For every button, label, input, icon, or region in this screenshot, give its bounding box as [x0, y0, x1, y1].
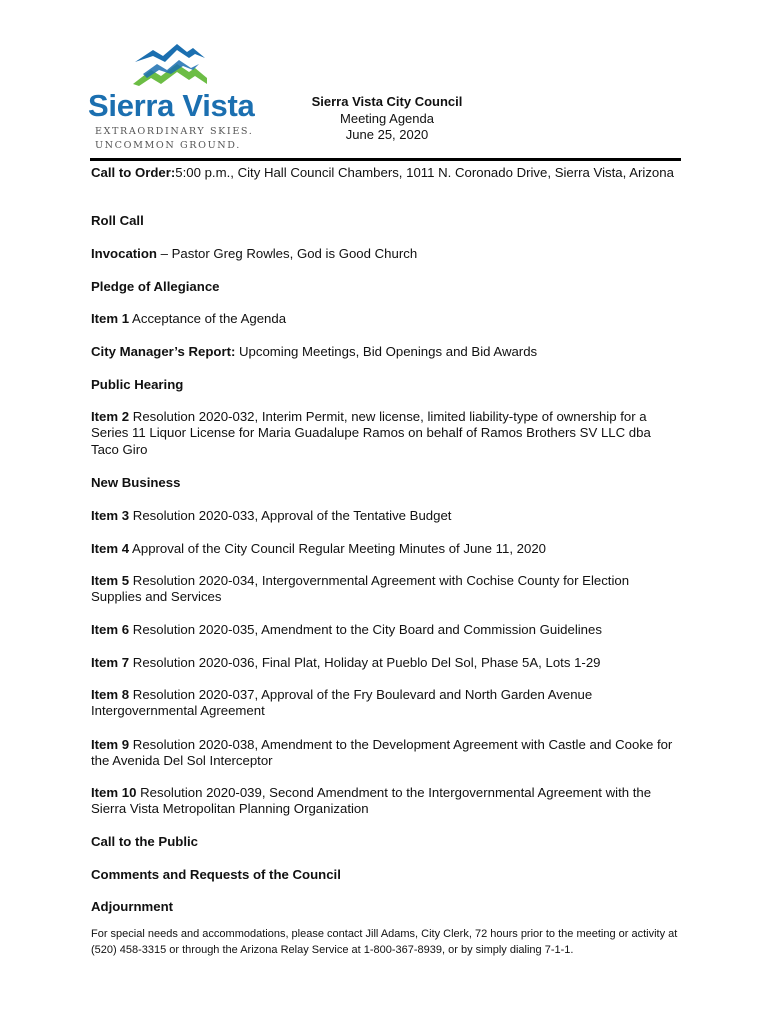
item-8-text: Resolution 2020-037, Approval of the Fry Boulevard and North Garden Avenue Intergovernmental Agreement: [91, 687, 593, 719]
item-4-text: Approval of the City Council Regular Meeting Minutes of June 11, 2020: [129, 541, 546, 556]
agenda-item-4: [91, 541, 681, 557]
document-header: [262, 94, 512, 144]
call-to-order-label: Call to Order:: [91, 165, 176, 180]
item-10-text: Resolution 2020-039, Second Amendment to the Intergovernmental Agreement with the Sierra Vista Metropolitan Planning Organization: [91, 785, 652, 817]
item-7-label: Item 7: [91, 655, 130, 670]
item-9-text: Resolution 2020-038, Amendment to the Development Agreement with Castle and Cooke for the Avenida Del Sol Interceptor: [91, 737, 673, 769]
public-hearing-label: Public Hearing: [91, 377, 184, 392]
document-date: June 25, 2020: [345, 127, 429, 142]
city-manager-label: City Manager’s Report:: [91, 344, 236, 359]
logo-name: Sierra Vista: [88, 88, 255, 123]
agenda-item-1: [91, 311, 681, 327]
invocation-label: Invocation: [91, 246, 157, 261]
agenda-item-3: [91, 508, 681, 524]
item-1-text: Acceptance of the Agenda: [129, 311, 287, 326]
invocation: [91, 246, 681, 262]
accessibility-notice: For special needs and accommodations, please contact Jill Adams, City Clerk, 72 hours prior to the meeting or activity at (520) 458-3315 or through the Arizona Relay Service at 1-800-367-8939, or by simply dialing 7-1-1.: [91, 928, 678, 956]
invocation-text: – Pastor Greg Rowles, God is Good Church: [156, 246, 418, 261]
pledge-label: Pledge of Allegiance: [91, 279, 220, 294]
agenda-item-9: [91, 737, 681, 770]
item-3-text: Resolution 2020-033, Approval of the Tentative Budget: [129, 508, 452, 523]
item-1-label: Item 1: [91, 311, 130, 326]
call-to-order-text: 5:00 p.m., City Hall Council Chambers, 1011 N. Coronado Drive, Sierra Vista, Arizona: [175, 165, 674, 180]
item-3-label: Item 3: [91, 508, 130, 523]
item-2-label: Item 2: [91, 409, 130, 424]
agenda-item-2: [91, 409, 681, 458]
pledge-of-allegiance: [91, 279, 681, 295]
item-6-text: Resolution 2020-035, Amendment to the City Board and Commission Guidelines: [129, 622, 602, 637]
call-to-order: [91, 165, 681, 181]
public-hearing: [91, 377, 681, 393]
agenda-item-7: [91, 655, 681, 671]
item-8-label: Item 8: [91, 687, 130, 702]
call-to-public-label: Call to the Public: [91, 834, 198, 849]
new-business: [91, 475, 681, 491]
document-title: Sierra Vista City Council: [311, 94, 463, 109]
adjournment: [91, 899, 681, 915]
new-business-label: New Business: [91, 475, 181, 490]
agenda-item-6: [91, 622, 681, 638]
logo-tagline-line1: EXTRAORDINARY SKIES.: [95, 126, 254, 137]
agenda-item-8: [91, 687, 681, 720]
item-7-text: Resolution 2020-036, Final Plat, Holiday at Pueblo Del Sol, Phase 5A, Lots 1-29: [129, 655, 601, 670]
logo-tagline-line2: UNCOMMON GROUND.: [95, 140, 241, 151]
item-6-label: Item 6: [91, 622, 130, 637]
document-subtitle: Meeting Agenda: [340, 110, 434, 126]
item-2-text: Resolution 2020-032, Interim Permit, new license, limited liability-type of ownership for a Series 11 Liquor License for Maria Guadalupe Ramos on behalf of Ramos Brothers SV LLC dba Taco Giro: [91, 409, 651, 457]
call-to-the-public: [91, 834, 681, 850]
header-divider: [90, 158, 681, 161]
city-managers-report: [91, 344, 681, 360]
mountain-logo-icon: [133, 38, 207, 90]
city-manager-text: Upcoming Meetings, Bid Openings and Bid Awards: [235, 344, 538, 359]
adjournment-label: Adjournment: [91, 899, 174, 914]
roll-call-label: Roll Call: [91, 213, 144, 228]
item-10-label: Item 10: [91, 785, 137, 800]
agenda-item-5: [91, 573, 681, 606]
comments-label: Comments and Requests of the Council: [91, 867, 341, 882]
item-5-text: Resolution 2020-034, Intergovernmental Agreement with Cochise County for Election Supplies and Services: [91, 573, 630, 605]
comments-and-requests: [91, 867, 681, 883]
roll-call: [91, 213, 681, 229]
item-9-label: Item 9: [91, 737, 130, 752]
sierra-vista-logo: [88, 38, 258, 158]
item-5-label: Item 5: [91, 573, 130, 588]
item-4-label: Item 4: [91, 541, 130, 556]
agenda-item-10: [91, 785, 681, 818]
